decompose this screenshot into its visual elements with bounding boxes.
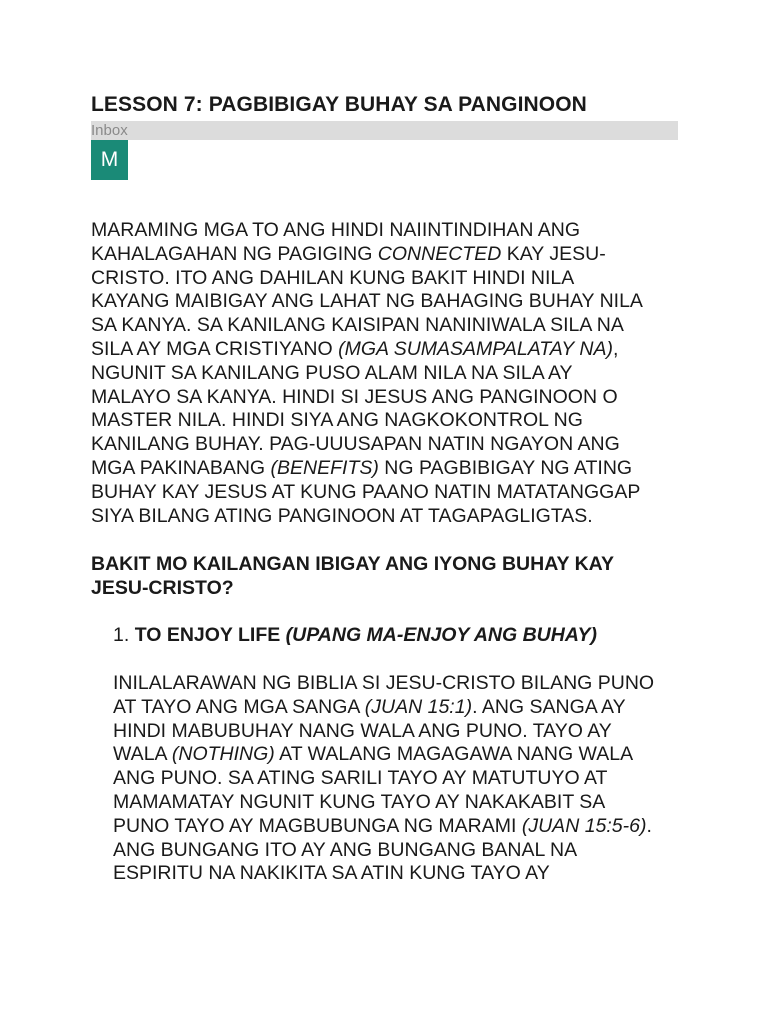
bible-reference: (JUAN 15:5-6) bbox=[521, 814, 647, 837]
text-line: ANG BUNGANG ITO AY ANG BUNGANG BANAL NA bbox=[113, 838, 578, 861]
text-span: NG PAGBIBIGAY NG ATING bbox=[378, 456, 633, 479]
text-line bbox=[113, 815, 713, 839]
text-span: AT TAYO ANG MGA SANGA bbox=[113, 695, 365, 718]
text-line: SIYA BILANG ATING PANGINOON AT TAGAPAGLIGTAS. bbox=[91, 504, 593, 527]
text-line: CRISTO. ITO ANG DAHILAN KUNG BAKIT HINDI NILA bbox=[91, 266, 575, 289]
text-line: KANILANG BUHAY. PAG-UUUSAPAN NATIN NGAYON ANG bbox=[91, 433, 620, 456]
section-question-heading bbox=[91, 553, 691, 601]
text-span: MGA PAKINABANG bbox=[91, 456, 271, 479]
text-span: KAHALAGAHAN NG PAGIGING bbox=[91, 242, 378, 265]
text-span: WALA bbox=[113, 743, 172, 766]
inbox-label-bar bbox=[91, 121, 678, 140]
text-span: KAY JESU- bbox=[501, 242, 606, 265]
text-line: MALAYO SA KANYA. HINDI SI JESUS ANG PANGINOON O bbox=[91, 385, 618, 408]
text-line: ESPIRITU NA NAKIKITA SA ATIN KUNG TAYO AY bbox=[113, 862, 550, 885]
text-line: SA KANYA. SA KANILANG KAISIPAN NANINIWALA SILA NA bbox=[91, 314, 624, 337]
text-line: ANG PUNO. SA ATING SARILI TAYO AY MATUTUYO AT bbox=[113, 767, 608, 790]
numbered-list-item bbox=[113, 624, 597, 648]
text-line: KAYANG MAIBIGAY ANG LAHAT NG BAHAGING BUHAY NILA bbox=[91, 290, 643, 313]
bible-reference: (JUAN 15:1) bbox=[364, 695, 473, 718]
sender-avatar: M bbox=[91, 140, 128, 180]
text-line bbox=[91, 338, 691, 362]
list-item-translation: (UPANG MA-ENJOY ANG BUHAY) bbox=[285, 624, 597, 646]
text-span: SILA AY MGA CRISTIYANO bbox=[91, 337, 339, 360]
body-paragraph bbox=[113, 672, 713, 886]
text-span: . bbox=[646, 814, 652, 837]
text-span: AT WALANG MAGAGAWA NANG WALA bbox=[274, 743, 634, 766]
text-line: MASTER NILA. HINDI SIYA ANG NAGKOKONTROL NG bbox=[91, 409, 583, 432]
italic-text: (BENEFITS) bbox=[270, 456, 379, 479]
list-item-label: TO ENJOY LIFE bbox=[134, 624, 286, 646]
text-line: INILALARAWAN NG BIBLIA SI JESU-CRISTO BILANG PUNO bbox=[113, 672, 655, 694]
text-line: HINDI MABUBUHAY NANG WALA ANG PUNO. TAYO AY bbox=[113, 719, 612, 742]
text-span: , bbox=[612, 337, 619, 360]
text-line bbox=[91, 457, 691, 481]
text-line: MAMAMATAY NGUNIT KUNG TAYO AY NAKAKABIT SA bbox=[113, 790, 606, 813]
italic-text: (MGA SUMASAMPALATAY NA) bbox=[338, 337, 613, 360]
text-span: . ANG SANGA AY bbox=[472, 695, 626, 718]
text-line bbox=[113, 743, 713, 767]
text-line: NGUNIT SA KANILANG PUSO ALAM NILA NA SILA AY bbox=[91, 361, 573, 384]
intro-paragraph bbox=[91, 219, 691, 528]
email-subject-title: LESSON 7: PAGBIBIGAY BUHAY SA PANGINOON bbox=[91, 93, 587, 116]
text-line bbox=[91, 243, 691, 267]
text-line: MARAMING MGA TO ANG HINDI NAIINTINDIHAN ANG bbox=[91, 219, 581, 241]
list-number: 1. bbox=[113, 624, 135, 646]
text-line bbox=[113, 696, 713, 720]
italic-text: CONNECTED bbox=[377, 242, 502, 265]
heading-line: JESU-CRISTO? bbox=[91, 576, 234, 599]
inbox-label[interactable]: Inbox bbox=[91, 122, 128, 139]
heading-line: BAKIT MO KAILANGAN IBIGAY ANG IYONG BUHAY KAY bbox=[91, 553, 614, 575]
text-line: BUHAY KAY JESUS AT KUNG PAANO NATIN MATATANGGAP bbox=[91, 480, 641, 503]
text-span: PUNO TAYO AY MAGBUBUNGA NG MARAMI bbox=[113, 814, 522, 837]
italic-text: (NOTHING) bbox=[171, 743, 275, 766]
